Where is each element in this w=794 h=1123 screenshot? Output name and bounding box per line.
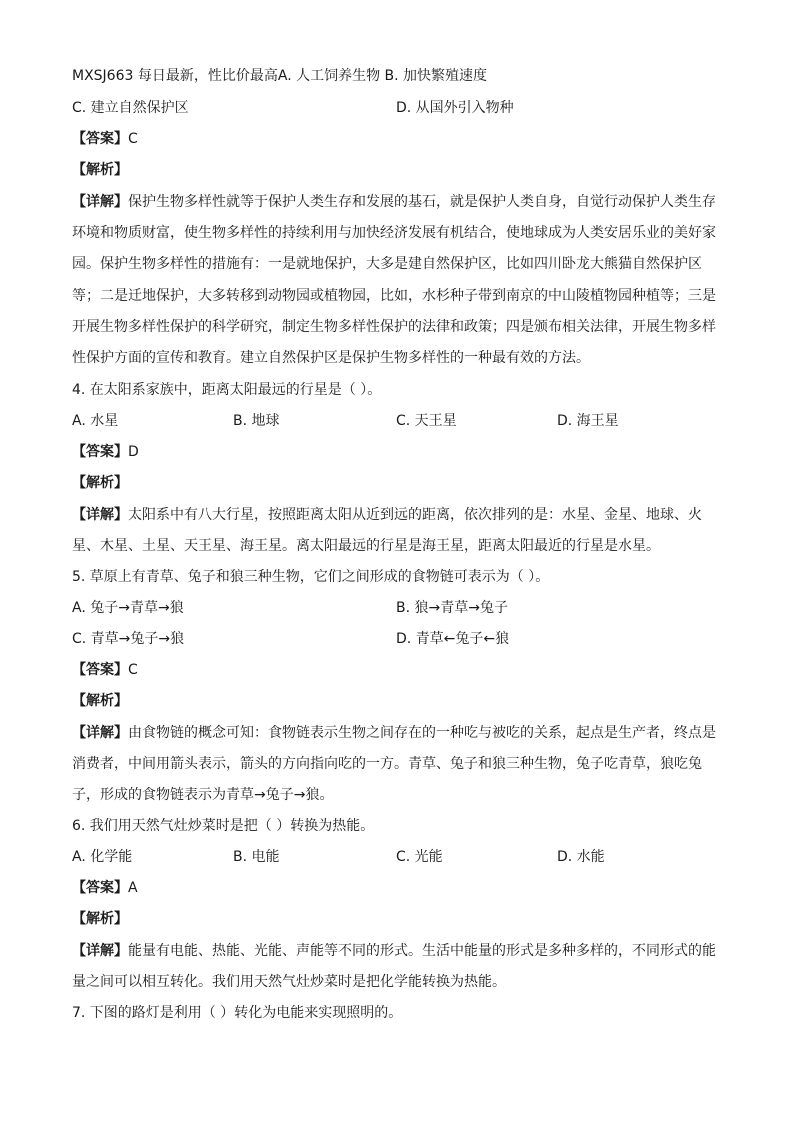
answer-value: C [128, 662, 138, 678]
q3-options-ab: MXSJ663 每日最新，性比价最高A. 人工饲养生物 B. 加快繁殖速度 [72, 68, 488, 84]
q5-detail-line: 子，形成的食物链表示为青草→兔子→狼。 [72, 787, 334, 803]
q4-option-c: C. 天王星 [396, 413, 457, 429]
q6-option-a: A. 化学能 [72, 849, 133, 865]
detail-tag: 【详解】 [72, 725, 128, 741]
q3-detail-line: 性保护方面的宣传和教育。建立自然保护区是保护生物多样性的一种最有效的方法。 [72, 350, 590, 366]
q3-analysis-tag: 【解析】 [72, 162, 128, 178]
detail-text: 由食物链的概念可知：食物链表示生物之间存在的一种吃与被吃的关系，起点是生产者，终点是 [128, 725, 716, 741]
q6-analysis-tag: 【解析】 [72, 911, 128, 927]
q6-answer [72, 878, 722, 898]
q3-detail-line: 开展生物多样性保护的科学研究，制定生物多样性保护的法律和政策；四是颁布相关法律，开展生物多样 [72, 319, 716, 335]
q3-detail-line [72, 192, 722, 212]
q3-detail-line: 等；二是迁地保护，大多转移到动物园或植物园，比如，水杉种子带到南京的中山陵植物园种植等；三是 [72, 288, 716, 304]
q4-option-a: A. 水星 [72, 413, 119, 429]
q6-option-b: B. 电能 [233, 849, 280, 865]
detail-text: 太阳系中有八大行星，按照距离太阳从近到远的距离，依次排列的是：水星、金星、地球、火 [128, 507, 702, 523]
answer-value: A [128, 880, 138, 896]
detail-tag: 【详解】 [72, 507, 128, 523]
answer-tag: 【答案】 [72, 662, 128, 678]
q4-analysis-tag: 【解析】 [72, 475, 128, 491]
q5-option-a: A. 兔子→青草→狼 [72, 600, 184, 616]
q5-option-d: D. 青草←兔子←狼 [396, 631, 510, 647]
q5-question: 5. 草原上有青草、兔子和狼三种生物，它们之间形成的食物链可表示为（ ）。 [72, 569, 550, 585]
answer-value: C [128, 131, 138, 147]
q4-detail-line: 星、木星、土星、天王星、海王星。离太阳最远的行星是海王星，距离太阳最近的行星是水星。 [72, 538, 660, 554]
detail-tag: 【详解】 [72, 943, 128, 959]
q4-option-d: D. 海王星 [557, 413, 619, 429]
answer-tag: 【答案】 [72, 880, 128, 896]
q6-option-d: D. 水能 [557, 849, 605, 865]
q5-answer [72, 660, 722, 680]
q5-analysis-tag: 【解析】 [72, 693, 128, 709]
q4-option-b: B. 地球 [233, 413, 280, 429]
q4-answer [72, 442, 722, 462]
answer-tag: 【答案】 [72, 131, 128, 147]
q4-question: 4. 在太阳系家族中，距离太阳最远的行星是（ ）。 [72, 382, 382, 398]
q6-question: 6. 我们用天然气灶炒菜时是把（ ）转换为热能。 [72, 818, 375, 834]
q3-detail-line: 环境和物质财富，使生物多样性的持续利用与加快经济发展有机结合，使地球成为人类安居乐业的美好家 [72, 225, 716, 241]
q7-question: 7. 下图的路灯是利用（ ）转化为电能来实现照明的。 [72, 1005, 403, 1021]
q5-option-b: B. 狼→青草→兔子 [396, 600, 508, 616]
q3-answer [72, 129, 722, 149]
q6-detail-line: 量之间可以相互转化。我们用天然气灶炒菜时是把化学能转换为热能。 [72, 974, 506, 990]
detail-text: 能量有电能、热能、光能、声能等不同的形式。生活中能量的形式是多种多样的，不同形式的能 [128, 943, 716, 959]
q5-detail-line: 消费者，中间用箭头表示，箭头的方向指向吃的一方。青草、兔子和狼三种生物，兔子吃青草，狼吃兔 [72, 756, 702, 772]
detail-tag: 【详解】 [72, 194, 128, 210]
detail-text: 保护生物多样性就等于保护人类生存和发展的基石，就是保护人类自身，自觉行动保护人类生存 [128, 194, 716, 210]
q5-detail-line [72, 723, 722, 743]
q3-option-c: C. 建立自然保护区 [72, 100, 189, 116]
q3-detail-line: 园。保护生物多样性的措施有：一是就地保护，大多是建自然保护区，比如四川卧龙大熊猫自然保护区 [72, 256, 702, 272]
q3-option-d: D. 从国外引入物种 [396, 100, 514, 116]
q6-option-c: C. 光能 [396, 849, 443, 865]
answer-tag: 【答案】 [72, 444, 128, 460]
q4-detail-line [72, 505, 722, 525]
answer-value: D [128, 444, 139, 460]
q6-detail-line [72, 941, 722, 961]
q5-option-c: C. 青草→兔子→狼 [72, 631, 185, 647]
